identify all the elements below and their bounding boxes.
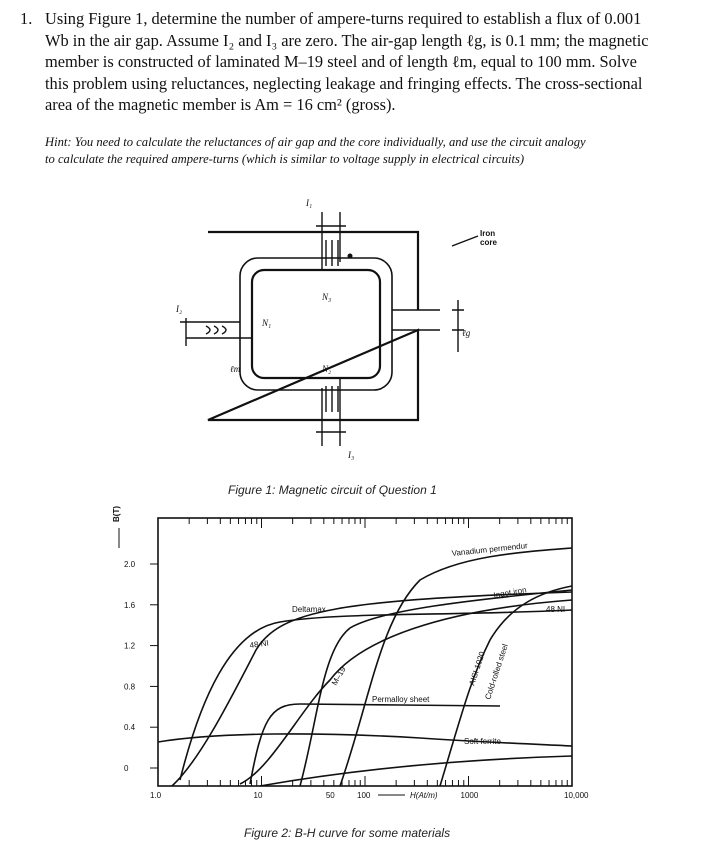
question-number: 1. [20, 9, 33, 28]
x-tick-label-3: 100 [357, 791, 371, 800]
question-line-3: member is constructed of laminated M–19 steel and of length ℓm, equal to 100 mm. Solve [45, 52, 637, 71]
y-tick-label-2: 1.2 [124, 641, 136, 651]
curve-label-ferrite: Soft ferrite [464, 737, 501, 746]
y-tick-label-3: 0.8 [124, 682, 136, 692]
y-axis-label: B(T) [112, 506, 121, 522]
chart-frame [158, 518, 572, 786]
label-core: core [480, 238, 497, 247]
question-line-5: area of the magnetic member is Am = 16 cm² (gross). [45, 95, 396, 114]
figure-2-caption: Figure 2: B-H curve for some materials [244, 826, 451, 840]
x-tick-label-5: 10,000 [564, 791, 589, 800]
x-tick-label-1: 10 [253, 791, 263, 800]
curve-label-ni48b: 48 NI [546, 605, 566, 614]
curve-label-ingot: Ingot iron [492, 585, 528, 600]
label-i1-left: I₂ [176, 304, 183, 314]
y-tick-label-4: 0.4 [124, 723, 136, 733]
question-line-2: Wb in the air gap. Assume I₂ and I₃ are zero. The air-gap length ℓg, is 0.1 mm; the magnetic [45, 30, 649, 50]
hint-line-2: to calculate the required ampere-turns (which is similar to voltage supply in electrical circuits) [45, 151, 525, 166]
curve-label-aisi: AISI 1020 [467, 650, 487, 687]
curve-label-ni48a: 48 NI [249, 638, 270, 650]
label-lg: ℓg [462, 328, 471, 338]
curve-m19 [300, 590, 572, 786]
curve-label-m19: M–19 [329, 665, 348, 687]
label-n3: N₃ [322, 292, 332, 302]
curve-label-deltamax: Deltamax [292, 605, 326, 614]
curve-48ni-high [240, 600, 572, 784]
question-line-1: Using Figure 1, determine the number of ampere-turns required to establish a flux of 0.001 [45, 9, 642, 28]
label-n1: N₁ [262, 318, 272, 328]
x-tick-label-0: 1.0 [150, 791, 162, 800]
hint-line-1: Hint: You need to calculate the reluctances of air gap and the core individually, and use the circuit analogy [45, 135, 586, 149]
label-iron: Iron [480, 229, 496, 238]
curve-label-coldrolled: Cold-rolled steel [483, 642, 510, 701]
curve-vanadium [340, 548, 572, 786]
curve-soft-ferrite [158, 734, 572, 746]
label-i1-top: I₁ [306, 198, 313, 208]
y-tick-label-1: 1.6 [124, 600, 136, 610]
curve-label-vanadium: Vanadium permendur [451, 541, 529, 558]
x-tick-label-4: 1000 [460, 791, 479, 800]
figure-1-caption: Figure 1: Magnetic circuit of Question 1 [228, 483, 437, 497]
x-axis-label: H(At/m) [410, 791, 438, 800]
y-tick-label-5: 0 [124, 764, 129, 773]
label-lm: ℓm [230, 364, 241, 374]
curve-label-permalloy: Permalloy sheet [372, 695, 430, 704]
label-n2: N₂ [322, 364, 332, 374]
label-i3-bottom: I₃ [348, 450, 355, 460]
x-tick-label-2: 50 [325, 791, 335, 800]
y-tick-label-0: 2.0 [124, 560, 136, 569]
curve-permalloy [250, 704, 500, 784]
question-line-4: this problem using reluctances, neglecting leakage and fringing effects. The cross-sectional [45, 73, 643, 93]
curve-48ni-low [172, 592, 572, 786]
